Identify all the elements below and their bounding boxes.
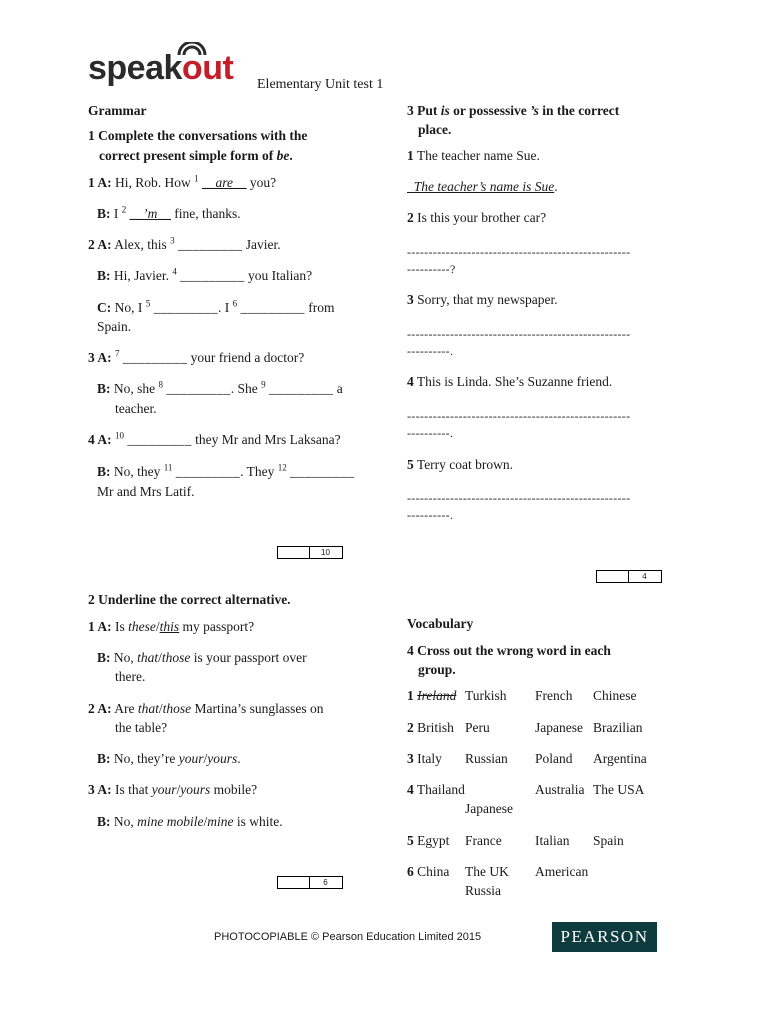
ex3-item-1: 1 The teacher name Sue. <box>407 148 540 163</box>
ex4-row-1[interactable]: 1 Ireland <box>407 688 457 703</box>
ex1-item-1a: 1 A: Hi, Rob. How $^1$ __are__ you? <box>88 173 277 190</box>
logo-text-ut: ut <box>202 49 234 87</box>
ex3-answer-line-2-tail[interactable]: ----------? <box>407 262 456 276</box>
ex4-row-3-w3[interactable]: Poland <box>535 751 573 766</box>
ex2-item-2a[interactable]: 2 A: Are that/those Martina’s sunglasses on <box>88 701 324 716</box>
ex3-item-3: 3 Sorry, that my newspaper. <box>407 292 558 307</box>
ex2-item-1a[interactable]: 1 A: Is these/this my passport? <box>88 619 255 634</box>
ex4-row-2-w4[interactable]: Brazilian <box>593 720 643 735</box>
ex2-item-2b[interactable]: B: No, they’re your/yours. <box>97 751 241 766</box>
ex2-item-2a-cont: the table? <box>115 720 168 735</box>
ex4-row-3-w4[interactable]: Argentina <box>593 751 647 766</box>
vocabulary-heading: Vocabulary <box>407 616 474 631</box>
ex1-item-4b: B: No, they $^{11}$ _________. They $^{12}$ _________ <box>97 462 355 479</box>
ex1-item-2c-cont: Spain. <box>97 319 132 334</box>
ex2-item-3a[interactable]: 3 A: Is that your/yours mobile? <box>88 782 258 797</box>
ex3-example-answer: The teacher’s name is Sue. <box>413 179 558 194</box>
ex3-item-4: 4 This is Linda. She’s Suzanne friend. <box>407 374 613 389</box>
ex4-row-4-w4[interactable]: The USA <box>593 782 645 797</box>
ex2-item-1b[interactable]: B: No, that/those is your passport over <box>97 650 307 665</box>
ex3-item-5: 5 Terry coat brown. <box>407 457 514 472</box>
ex1-item-2b: B: Hi, Javier. $^4$ _________ you Italian? <box>97 266 313 283</box>
ex4-row-5[interactable]: 5 Egypt <box>407 833 450 848</box>
copyright-notice: PHOTOCOPIABLE © Pearson Education Limited 2015 <box>214 931 482 943</box>
ex3-instruction-line2: place. <box>418 122 452 137</box>
ex3-answer-line-3[interactable]: ---------------------------------------------------- <box>407 327 631 341</box>
ex1-item-2a: 2 A: Alex, this $^3$ _________ Javier. <box>88 235 281 252</box>
ex4-row-5-w4[interactable]: Spain <box>593 833 624 848</box>
ex2-score-box[interactable]: 6 <box>277 876 343 889</box>
ex4-row-6[interactable]: 6 China <box>407 864 450 879</box>
ex3-answer-line-4-tail[interactable]: ----------. <box>407 426 454 440</box>
ex4-row-4[interactable]: 4 Thailand <box>407 782 465 797</box>
ex3-answer-line-2[interactable]: ---------------------------------------------------- <box>407 245 631 259</box>
ex4-instruction-line2: group. <box>418 662 456 677</box>
ex4-row-2[interactable]: 2 British <box>407 720 454 735</box>
document-title: Elementary Unit test 1 <box>257 77 384 92</box>
ex4-row-5-w3[interactable]: Italian <box>535 833 570 848</box>
ex1-item-3b-cont: teacher. <box>115 401 157 416</box>
ex1-score-box[interactable]: 10 <box>277 546 343 559</box>
ex4-row-3-w2[interactable]: Russian <box>465 751 508 766</box>
ex4-row-5-w2[interactable]: France <box>465 833 502 848</box>
speakout-logo <box>88 48 233 88</box>
ex3-item-2: 2 Is this your brother car? <box>407 210 547 225</box>
signal-arc-icon <box>175 42 209 56</box>
ex4-row-6-w2[interactable]: The UK <box>465 864 509 879</box>
ex3-instruction-line1: 3 Put is or possessive ’s in the correct <box>407 103 620 118</box>
ex4-row-1-w3[interactable]: French <box>535 688 573 703</box>
ex3-answer-line-5-tail[interactable]: ----------. <box>407 508 454 522</box>
ex3-score-box[interactable]: 4 <box>596 570 662 583</box>
ex4-row-6-w3[interactable]: American <box>535 864 589 879</box>
ex3-answer-line-4[interactable]: ---------------------------------------------------- <box>407 409 631 423</box>
ex3-answer-line-5[interactable]: ---------------------------------------------------- <box>407 491 631 505</box>
ex4-row-6-w2b[interactable]: Russia <box>465 883 502 898</box>
ex4-row-1-w4[interactable]: Chinese <box>593 688 637 703</box>
ex4-row-3[interactable]: 3 Italy <box>407 751 442 766</box>
logo-text-speak: speak <box>88 49 182 87</box>
logo-o: o <box>182 48 202 88</box>
pearson-logo: PEARSON <box>552 922 657 952</box>
ex2-item-3b[interactable]: B: No, mine mobile/mine is white. <box>97 814 283 829</box>
ex1-item-4a: 4 A: $^{10}$ _________ they Mr and Mrs Laksana? <box>88 430 341 447</box>
ex3-answer-line-3-tail[interactable]: ----------. <box>407 344 454 358</box>
ex1-item-3a: 3 A: $^7$ _________ your friend a doctor? <box>88 348 305 365</box>
ex4-row-1-w2[interactable]: Turkish <box>465 688 507 703</box>
ex4-row-4-w2[interactable]: Japanese <box>465 801 513 816</box>
ex1-instruction-line1: 1 Complete the conversations with the <box>88 128 308 143</box>
ex1-item-3b: B: No, she $^8$ _________. She $^9$ _________ a <box>97 379 343 396</box>
ex1-item-4b-cont: Mr and Mrs Latif. <box>97 484 195 499</box>
ex4-row-2-w2[interactable]: Peru <box>465 720 490 735</box>
ex1-item-1b: B: I $^2$ __’m__ fine, thanks. <box>97 204 241 221</box>
ex4-row-4-w3[interactable]: Australia <box>535 782 585 797</box>
ex2-instruction: 2 Underline the correct alternative. <box>88 592 291 607</box>
grammar-heading: Grammar <box>88 103 147 118</box>
ex1-instruction-line2: correct present simple form of be. <box>99 148 293 163</box>
ex4-row-2-w3[interactable]: Japanese <box>535 720 583 735</box>
ex2-item-1b-cont: there. <box>115 669 146 684</box>
ex4-instruction-line1: 4 Cross out the wrong word in each <box>407 643 611 658</box>
ex1-item-2c: C: No, I $^5$ _________. I $^6$ _________ from <box>97 298 335 315</box>
